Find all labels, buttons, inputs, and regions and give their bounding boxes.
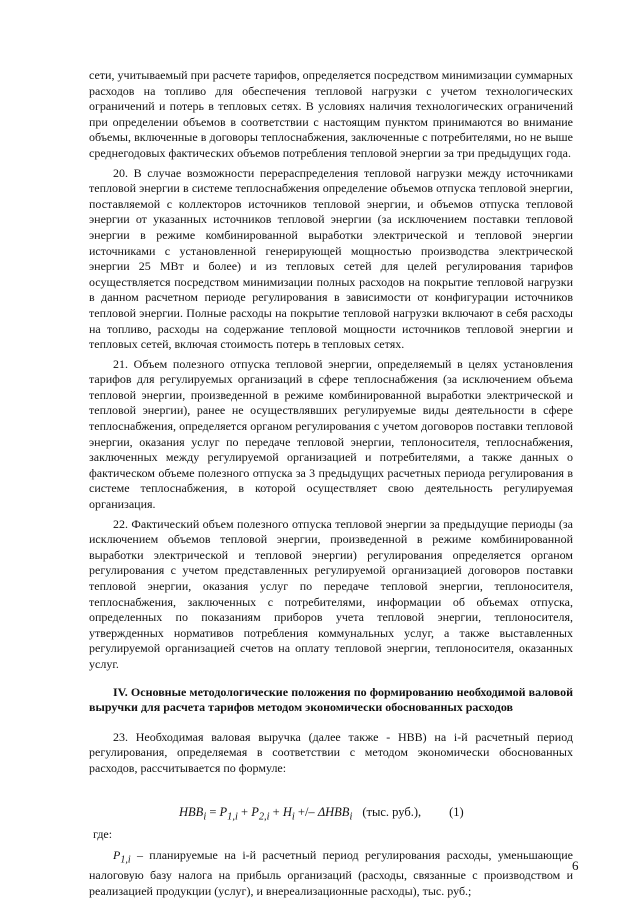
paragraph-continuation: сети, учитываемый при расчете тарифов, определяется посредством минимизации суммарных расходов на топливо для обеспечения тепловой нагрузки с учетом технологических ограничений и потерь в тепловых сетях. В условиях наличия технологических ограничений при определении объемов в соответствии с настоящим пунктом принимаются во внимание объемы, включенные в договоры теплоснабжения, заключенные с потребителями, но не выше среднегодовых фактических объемов потребления тепловой энергии за три предыдущих года. — [89, 68, 573, 160]
formula-equals: = — [206, 804, 220, 819]
formula-plus-1: + — [237, 804, 252, 819]
formula-p1: P — [219, 804, 228, 819]
where-label: где: — [93, 826, 113, 841]
formula-unit: (тыс. руб.), — [362, 804, 422, 819]
paragraph-21: 21. Объем полезного отпуска тепловой энергии, определяемый в целях установления тарифов для регулируемых организаций в сфере теплоснабжения (за исключением объема тепловой энергии, произведенной в режиме комбинированной выработки электрической и тепловой энергии), ранее не осуществлявших регулируемые виды деятельности в сфере теплоснабжения, определяется органом регулирования с учетом договоров поставки тепловой энергии, оказания услуг по передаче тепловой энергии, теплоносителя, теплоснабжения, заключенных между регулируемой организацией и потребителями, а также данных о фактическом объеме полезного отпуска за 3 предыдущих расчетных периода регулирования в системе теплоснабжения, в которой осуществляет свою деятельность регулируемая организация. — [89, 356, 573, 512]
formula-h: H — [282, 804, 292, 819]
formula-p2-sub: 2,i — [258, 811, 270, 823]
definition-symbol-sub: 1,i — [120, 854, 131, 866]
definition-p1 — [89, 848, 573, 899]
document-body — [89, 68, 573, 899]
formula-h-sub: i — [291, 811, 295, 823]
formula-1 — [89, 799, 573, 825]
formula-p1-sub: 1,i — [227, 811, 238, 823]
formula-plus-2: + — [269, 804, 283, 819]
paragraph-20: 20. В случае возможности перераспределения тепловой нагрузки между источниками тепловой энергии в системе теплоснабжения определение объемов отпуска тепловой энергии, поставляемой с коллекторов источников тепловой энергии, и объемов отпуска тепловой энергии от указанных источников тепловой энергии (за исключением поставки тепловой энергии в режиме комбинированной выработки электрической и тепловой энергии источниками с установленной генерирующей мощностью производства электрической энергии 25 МВт и более) и из тепловых сетей для целей регулирования тарифов осуществляется посредством минимизации полных расходов на покрытие тепловой нагрузки в данном расчетном периоде регулирования в зависимости от конфигурации источников тепловой энергии. Полные расходы на покрытие тепловой нагрузки включают в себя расходы на топливо, расходы на содержание тепловой мощности источников тепловой энергии и тепловых сетей, включая стоимость потерь в тепловых сетях. — [89, 165, 573, 352]
formula-delta: ΔНВВ — [317, 804, 350, 819]
formula-lhs: НВВ — [179, 804, 204, 819]
definition-symbol: P — [113, 848, 121, 863]
formula-p2: P — [251, 804, 259, 819]
formula-delta-sub: i — [349, 811, 353, 823]
paragraph-22: 22. Фактический объем полезного отпуска тепловой энергии за предыдущие периоды (за исключением объемов тепловой энергии, произведенной в режиме комбинированной выработки электрической и тепловой энергии) регулирования определяется органом регулирования с учетом представленных регулируемой организацией договоров поставки тепловой энергии, оказания услуг по передаче тепловой энергии, теплоносителя, теплоснабжения, заключенных с потребителями, информации об объемах отпуска, определенных по показаниям приборов учета тепловой энергии, теплоносителя, утвержденных нормативов потребления коммунальных услуг, а также выставленных регулируемой организацией счетов на оплату тепловой энергии, теплоносителя, оказанных услуг. — [89, 516, 573, 671]
page-number: 6 — [572, 858, 579, 873]
definition-text: – планируемые на i-й расчетный период регулирования расходы, уменьшающие налоговую базу налога на прибыль организаций (расходы, связанные с производством и реализацией продукции (услуг), и внереализационные расходы), тыс. руб.; — [89, 848, 573, 898]
formula-number: (1) — [449, 804, 464, 819]
formula-plus-minus: +/– — [294, 804, 318, 819]
section-heading: IV. Основные методологические положения по формированию необходимой валовой выручки для расчета тарифов методом экономически обоснованных расходов — [89, 684, 573, 715]
formula-lhs-sub: i — [203, 811, 207, 823]
paragraph-23: 23. Необходимая валовая выручка (далее также - НВВ) на i-й расчетный период регулирования, определяемая в соответствии с методом экономически обоснованных расходов, рассчитывается по формуле: — [89, 729, 573, 775]
